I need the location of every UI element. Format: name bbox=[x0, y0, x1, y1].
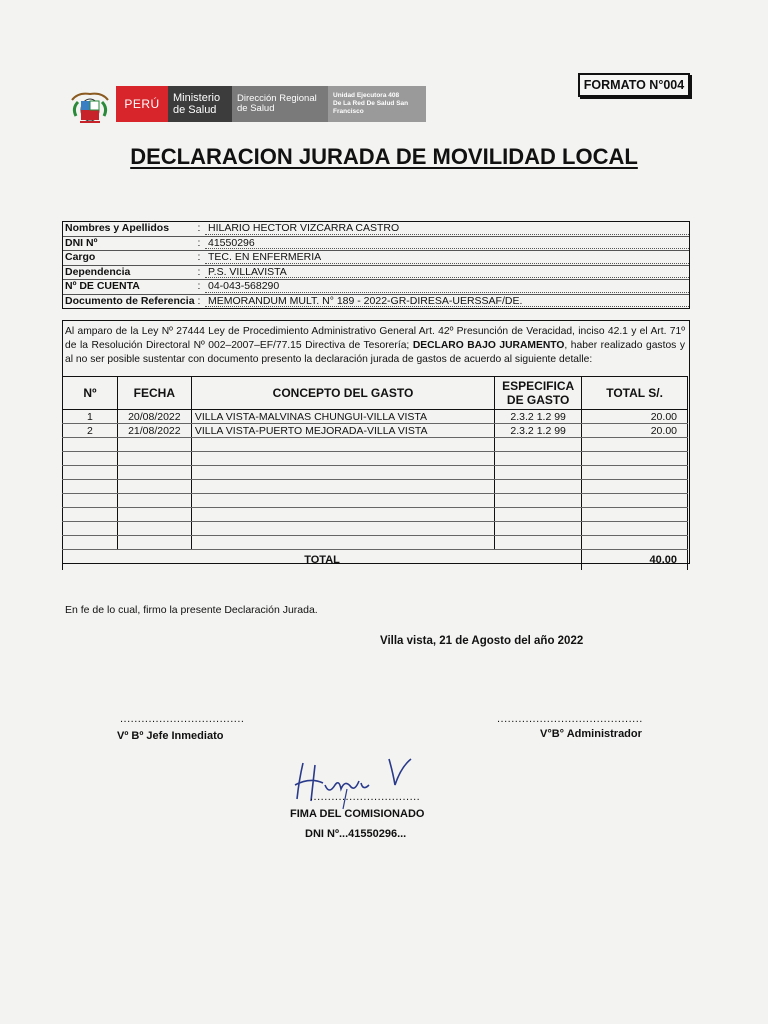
en-fe-text: En fe de lo cual, firmo la presente Declaración Jurada. bbox=[65, 604, 318, 616]
unidad-logo-line2: De La Red De Salud San bbox=[333, 100, 409, 107]
empty-row bbox=[63, 452, 688, 466]
empty-row bbox=[63, 480, 688, 494]
info-value-dni: 41550296 bbox=[205, 237, 689, 250]
place-date: Villa vista, 21 de Agosto del año 2022 bbox=[380, 635, 584, 647]
comisionado-dni: DNI Nº...41550296... bbox=[305, 828, 407, 840]
unidad-ejecutora-logo bbox=[328, 86, 426, 122]
declaration-text bbox=[65, 325, 685, 367]
cell-especifica: 2.3.2 1.2 99 bbox=[495, 424, 582, 438]
declaration-text-part2: , haber realizado gastos y al no ser posible sustentar con documento presento la declaración jurada de gastos de acuerdo al siguiente detalle: bbox=[65, 340, 685, 365]
signature-line-admin: ......................................... bbox=[497, 713, 643, 725]
declaration-text-bold: DECLARO BAJO JURAMENTO bbox=[412, 340, 565, 351]
info-row-documento bbox=[63, 295, 689, 309]
info-colon: : bbox=[197, 294, 201, 307]
info-value-cuenta: 04-043-568290 bbox=[205, 280, 689, 293]
col-header-especifica bbox=[495, 377, 582, 410]
info-row-nombres bbox=[63, 222, 689, 237]
col-header-fecha: FECHA bbox=[117, 377, 191, 410]
col-header-total: TOTAL S/. bbox=[582, 377, 688, 410]
info-label: Cargo bbox=[65, 251, 96, 263]
minsa-logo-line2: de Salud bbox=[173, 104, 217, 116]
declaration-text-part1: Al amparo de la Ley Nº 27444 Ley de Procedimiento Administrativo General Art. 42º Presunción de Veracidad, inciso 42.1 y el Art. 71º de la Resolución Directoral Nº 002–2007–EF/77.15 Directiva de Tesorería; bbox=[65, 326, 685, 351]
declaration-box bbox=[62, 320, 690, 564]
cell-total: 20.00 bbox=[582, 424, 688, 438]
info-colon: : bbox=[197, 265, 201, 278]
empty-row bbox=[63, 508, 688, 522]
document-title bbox=[0, 144, 768, 170]
info-label: DNI Nº bbox=[65, 236, 98, 249]
cell-especifica: 2.3.2 1.2 99 bbox=[495, 410, 582, 424]
info-label: Dependencia bbox=[65, 265, 131, 278]
jefe-inmediato-label: Vº Bº Jefe Inmediato bbox=[117, 730, 224, 742]
cell-n: 1 bbox=[63, 410, 118, 424]
diresa-logo-line1: Dirección Regional bbox=[237, 93, 317, 104]
info-value-nombres: HILARIO HECTOR VIZCARRA CASTRO bbox=[205, 222, 689, 235]
col-header-especifica-l2: DE GASTO bbox=[506, 393, 570, 407]
peru-logo bbox=[116, 86, 168, 122]
cell-fecha: 21/08/2022 bbox=[117, 424, 191, 438]
table-row bbox=[63, 424, 688, 438]
signature-line-jefe: ................................... bbox=[120, 713, 245, 725]
cell-concepto: VILLA VISTA-MALVINAS CHUNGUI-VILLA VISTA bbox=[191, 410, 494, 424]
minsa-logo bbox=[168, 86, 232, 122]
comisionado-label: FIMA DEL COMISIONADO bbox=[290, 808, 425, 820]
col-header-especifica-l1: ESPECIFICA bbox=[502, 379, 575, 393]
info-label: Documento de Referencia bbox=[65, 294, 195, 307]
info-value-dependencia: P.S. VILLAVISTA bbox=[205, 266, 689, 279]
empty-row bbox=[63, 438, 688, 452]
info-colon: : bbox=[197, 280, 201, 292]
diresa-logo-line2: de Salud bbox=[237, 103, 275, 114]
expense-table-header bbox=[63, 377, 688, 410]
diresa-logo bbox=[232, 86, 328, 122]
info-value-documento: MEMORANDUM MULT. N° 189 - 2022-GR-DIRESA-UERSSAF/DE. bbox=[205, 295, 689, 308]
info-colon: : bbox=[197, 236, 201, 249]
empty-row bbox=[63, 522, 688, 536]
total-row bbox=[63, 550, 688, 571]
info-value-cargo: TEC. EN ENFERMERIA bbox=[205, 251, 689, 264]
expense-table bbox=[62, 376, 688, 570]
empty-row bbox=[63, 466, 688, 480]
empty-row bbox=[63, 494, 688, 508]
info-label: Nº DE CUENTA bbox=[65, 280, 140, 292]
personal-info-block bbox=[62, 221, 690, 309]
info-label: Nombres y Apellidos bbox=[65, 222, 170, 234]
cell-concepto: VILLA VISTA-PUERTO MEJORADA-VILLA VISTA bbox=[191, 424, 494, 438]
peru-coat-of-arms-icon bbox=[66, 88, 114, 128]
empty-row bbox=[63, 536, 688, 550]
signature-line-comisionado: ............................... bbox=[310, 791, 421, 803]
cell-fecha: 20/08/2022 bbox=[117, 410, 191, 424]
info-row-cargo bbox=[63, 251, 689, 266]
cell-total: 20.00 bbox=[582, 410, 688, 424]
formato-number-box: FORMATO N°004 bbox=[578, 73, 690, 97]
info-row-dni bbox=[63, 237, 689, 252]
document-title-text: DECLARACION JURADA DE MOVILIDAD LOCAL bbox=[130, 144, 638, 169]
total-label: TOTAL bbox=[63, 550, 582, 571]
col-header-concepto: CONCEPTO DEL GASTO bbox=[191, 377, 494, 410]
unidad-logo-line3: Francisco bbox=[333, 108, 364, 115]
peru-logo-text: PERÚ bbox=[124, 97, 160, 111]
table-row bbox=[63, 410, 688, 424]
total-value: 40.00 bbox=[582, 550, 688, 571]
info-row-cuenta bbox=[63, 280, 689, 295]
info-row-dependencia bbox=[63, 266, 689, 281]
unidad-logo-line1: Unidad Ejecutora 408 bbox=[333, 92, 400, 99]
cell-n: 2 bbox=[63, 424, 118, 438]
minsa-logo-line1: Ministerio bbox=[173, 92, 221, 104]
info-colon: : bbox=[197, 251, 201, 263]
info-colon: : bbox=[197, 222, 201, 234]
col-header-n: Nº bbox=[63, 377, 118, 410]
administrador-label: V°B° Administrador bbox=[540, 728, 642, 740]
